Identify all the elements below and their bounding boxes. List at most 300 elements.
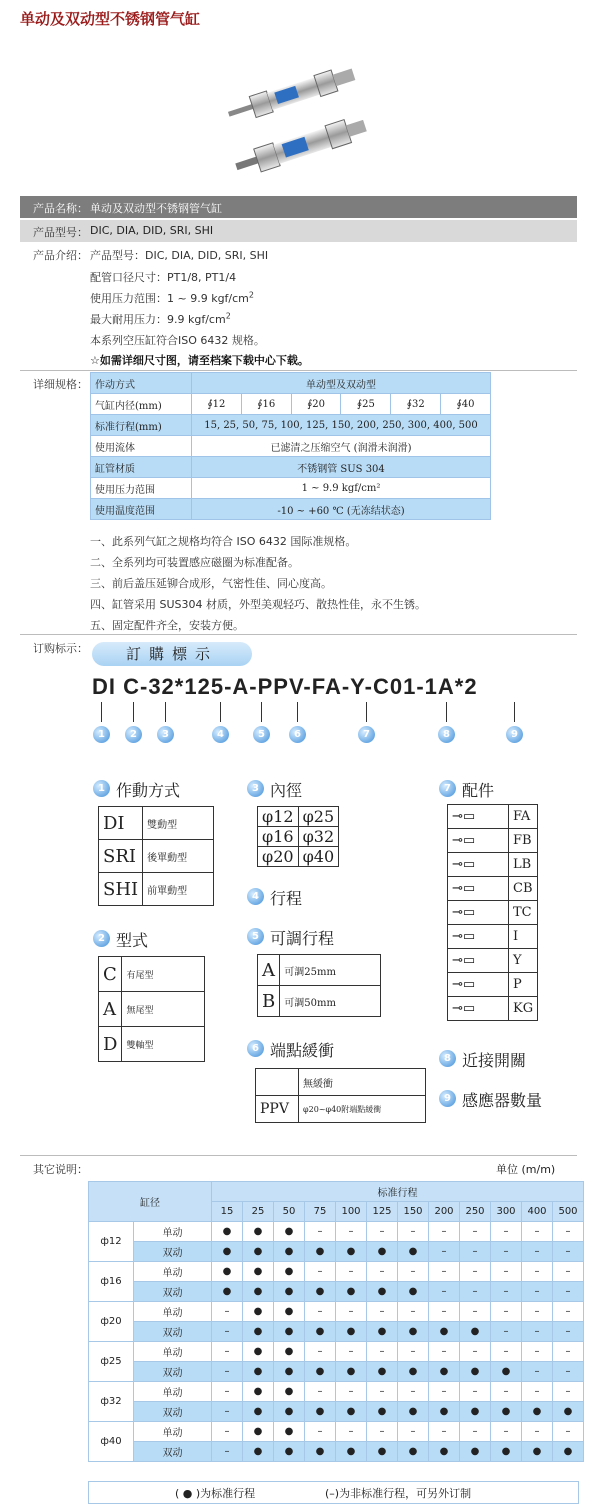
divider bbox=[20, 1155, 577, 1156]
other-label: 其它说明： bbox=[33, 1163, 88, 1176]
stroke-mark: ● bbox=[305, 1282, 336, 1302]
stroke-mark: ● bbox=[336, 1402, 367, 1422]
code-cell: DI bbox=[99, 807, 143, 840]
stroke-col-header: 125 bbox=[367, 1202, 398, 1222]
stroke-mark: ● bbox=[367, 1362, 398, 1382]
spec-key: 使用压力范围 bbox=[91, 478, 192, 499]
stroke-row bbox=[89, 1222, 584, 1242]
spec-key: 缸管材质 bbox=[91, 457, 192, 478]
stroke-mark: – bbox=[522, 1302, 553, 1322]
action-type-cell: 单动 bbox=[134, 1382, 212, 1402]
stroke-mark: ● bbox=[553, 1442, 584, 1462]
desc-cell: 無緩衝 bbox=[299, 1069, 426, 1096]
accessory-icon: ⊸▭ bbox=[448, 853, 509, 877]
accessory-icon: ⊸▭ bbox=[448, 949, 509, 973]
accessory-icon: ⊸▭ bbox=[448, 829, 509, 853]
stroke-mark: – bbox=[336, 1382, 367, 1402]
stroke-mark: – bbox=[522, 1322, 553, 1342]
note-line: 三、前后盖压延铆合成形，气密性佳、同心度高。 bbox=[90, 577, 332, 590]
product-name-value: 单动及双动型不锈钢管气缸 bbox=[90, 202, 222, 215]
stroke-mark: ● bbox=[243, 1302, 274, 1322]
stroke-mark: ● bbox=[274, 1342, 305, 1362]
stroke-mark: ● bbox=[398, 1282, 429, 1302]
spec-label: 详细规格： bbox=[33, 378, 88, 391]
code-cell: A bbox=[258, 955, 280, 986]
spec-key: 标准行程(mm) bbox=[91, 415, 192, 436]
bore-cell: ∮40 bbox=[441, 394, 491, 415]
stroke-mark: ● bbox=[367, 1322, 398, 1342]
stroke-row bbox=[89, 1442, 584, 1462]
stroke-mark: – bbox=[367, 1422, 398, 1442]
stroke-mark: – bbox=[491, 1422, 522, 1442]
stroke-mark: – bbox=[460, 1262, 491, 1282]
divider bbox=[20, 370, 577, 371]
stroke-row bbox=[89, 1322, 584, 1342]
stroke-mark: ● bbox=[429, 1322, 460, 1342]
stroke-mark: ● bbox=[429, 1402, 460, 1422]
stroke-mark: – bbox=[398, 1342, 429, 1362]
stroke-mark: – bbox=[429, 1302, 460, 1322]
bore-cell: ∮16 bbox=[241, 394, 291, 415]
stroke-mark: ● bbox=[243, 1442, 274, 1462]
spec-value: 不锈钢管 SUS 304 bbox=[192, 457, 491, 478]
stroke-mark: – bbox=[553, 1342, 584, 1362]
callout-number: 7 bbox=[358, 726, 375, 743]
intro-section bbox=[20, 247, 577, 367]
callout-number: 2 bbox=[125, 726, 142, 743]
callout-number: 3 bbox=[157, 726, 174, 743]
stroke-mark: ● bbox=[429, 1362, 460, 1382]
stroke-mark: – bbox=[553, 1222, 584, 1242]
stroke-mark: – bbox=[460, 1222, 491, 1242]
group-title: 內徑 bbox=[270, 781, 303, 800]
bore-cell: ∮12 bbox=[192, 394, 242, 415]
stroke-mark: – bbox=[522, 1422, 553, 1442]
product-model-label: 产品型号： bbox=[33, 226, 88, 239]
desc-cell: 雙軸型 bbox=[122, 1027, 205, 1062]
stroke-mark: ● bbox=[491, 1362, 522, 1382]
legend-standard: ( ● )为标准行程 bbox=[175, 1487, 256, 1500]
stroke-mark: ● bbox=[336, 1322, 367, 1342]
bore-table bbox=[257, 806, 339, 867]
callout-number: 9 bbox=[506, 726, 523, 743]
stroke-mark: – bbox=[336, 1342, 367, 1362]
bore-code: φ25 bbox=[298, 807, 339, 827]
action-type-cell: 双动 bbox=[134, 1442, 212, 1462]
stroke-mark: ● bbox=[274, 1302, 305, 1322]
stroke-row bbox=[89, 1362, 584, 1382]
group-title: 行程 bbox=[270, 889, 303, 908]
stroke-mark: ● bbox=[460, 1402, 491, 1422]
stroke-mark: – bbox=[491, 1222, 522, 1242]
stroke-row bbox=[89, 1302, 584, 1322]
stroke-mark: ● bbox=[212, 1222, 243, 1242]
stroke-availability-table bbox=[88, 1181, 584, 1462]
stroke-mark: ● bbox=[398, 1362, 429, 1382]
action-type-cell: 双动 bbox=[134, 1242, 212, 1262]
stroke-header: 标准行程 bbox=[212, 1182, 584, 1202]
stroke-mark: – bbox=[460, 1242, 491, 1262]
stroke-col-header: 100 bbox=[336, 1202, 367, 1222]
bore-cell: ф20 bbox=[89, 1302, 134, 1342]
spec-key: 气缸内径(mm) bbox=[91, 394, 192, 415]
accessory-icon: ⊸▭ bbox=[448, 877, 509, 901]
spec-value: 1 ~ 9.9 kgf/cm² bbox=[192, 478, 491, 499]
type-table bbox=[98, 956, 205, 1062]
accessory-code: FB bbox=[509, 829, 538, 853]
pointer-line bbox=[514, 702, 515, 722]
stroke-col-header: 150 bbox=[398, 1202, 429, 1222]
stroke-mark: ● bbox=[336, 1282, 367, 1302]
code-cell: SHI bbox=[99, 873, 143, 906]
spec-key: 使用温度范围 bbox=[91, 499, 192, 520]
spec-table bbox=[90, 372, 491, 520]
stroke-mark: ● bbox=[460, 1442, 491, 1462]
stroke-mark: – bbox=[212, 1302, 243, 1322]
action-type-cell: 单动 bbox=[134, 1422, 212, 1442]
stroke-row bbox=[89, 1402, 584, 1422]
stroke-mark: – bbox=[367, 1342, 398, 1362]
pointer-line bbox=[101, 702, 102, 722]
stroke-mark: ● bbox=[243, 1322, 274, 1342]
stroke-mark: – bbox=[336, 1302, 367, 1322]
stroke-col-header: 200 bbox=[429, 1202, 460, 1222]
accessory-code: Y bbox=[509, 949, 538, 973]
stroke-mark: ● bbox=[274, 1322, 305, 1342]
group-title: 作動方式 bbox=[116, 781, 181, 800]
stroke-mark: ● bbox=[212, 1242, 243, 1262]
stroke-mark: ● bbox=[553, 1402, 584, 1422]
spec-key: 使用流体 bbox=[91, 436, 192, 457]
stroke-row bbox=[89, 1382, 584, 1402]
stroke-mark: – bbox=[212, 1362, 243, 1382]
stroke-mark: – bbox=[429, 1422, 460, 1442]
accessory-icon: ⊸▭ bbox=[448, 805, 509, 829]
stroke-mark: – bbox=[491, 1382, 522, 1402]
product-model-row bbox=[20, 220, 577, 242]
stroke-mark: ● bbox=[274, 1362, 305, 1382]
order-code: DI C-32*125-A-PPV-FA-Y-C01-1A*2 bbox=[92, 674, 478, 699]
spec-value: 已滤清之压缩空气 (润滑未润滑) bbox=[192, 436, 491, 457]
stroke-mark: – bbox=[429, 1222, 460, 1242]
pointer-line bbox=[261, 702, 262, 722]
action-type-cell: 单动 bbox=[134, 1222, 212, 1242]
stroke-mark: – bbox=[460, 1282, 491, 1302]
product-name-row bbox=[20, 196, 577, 218]
stroke-mark: ● bbox=[305, 1322, 336, 1342]
callout-number: 5 bbox=[253, 726, 270, 743]
stroke-mark: ● bbox=[274, 1262, 305, 1282]
spec-value: 15, 25, 50, 75, 100, 125, 150, 200, 250, 300, 400, 500 bbox=[192, 415, 491, 436]
group-title: 感應器數量 bbox=[462, 1091, 543, 1110]
stroke-mark: – bbox=[491, 1242, 522, 1262]
product-name-label: 产品名称： bbox=[33, 202, 88, 215]
bore-cell: ф40 bbox=[89, 1422, 134, 1462]
desc-cell: 可調50mm bbox=[280, 986, 381, 1017]
bore-code: φ40 bbox=[298, 847, 339, 867]
stroke-mark: ● bbox=[274, 1442, 305, 1462]
callout-number: 4 bbox=[247, 888, 264, 905]
callout-number: 8 bbox=[438, 726, 455, 743]
note-line: 五、固定配件齐全，安装方便。 bbox=[90, 619, 244, 632]
spec-key: 作动方式 bbox=[91, 373, 192, 394]
stroke-mark: ● bbox=[243, 1242, 274, 1262]
stroke-mark: ● bbox=[274, 1382, 305, 1402]
bore-code: φ32 bbox=[298, 827, 339, 847]
stroke-col-header: 300 bbox=[491, 1202, 522, 1222]
stroke-mark: – bbox=[553, 1302, 584, 1322]
bore-code: φ16 bbox=[258, 827, 299, 847]
stroke-mark: ● bbox=[243, 1262, 274, 1282]
accessory-code: I bbox=[509, 925, 538, 949]
stroke-mark: ● bbox=[398, 1242, 429, 1262]
stroke-mark: ● bbox=[336, 1242, 367, 1262]
desc-cell: 可調25mm bbox=[280, 955, 381, 986]
code-cell: PPV bbox=[256, 1096, 299, 1123]
order-label: 订购标示： bbox=[33, 642, 88, 655]
stroke-mark: – bbox=[398, 1262, 429, 1282]
bore-header: 缸径 bbox=[89, 1182, 212, 1222]
desc-cell: 前單動型 bbox=[143, 873, 214, 906]
group-title: 型式 bbox=[116, 931, 149, 950]
stroke-row bbox=[89, 1422, 584, 1442]
stroke-col-header: 75 bbox=[305, 1202, 336, 1222]
stroke-mark: ● bbox=[522, 1402, 553, 1422]
bore-cell: ф16 bbox=[89, 1262, 134, 1302]
stroke-mark: – bbox=[305, 1382, 336, 1402]
accessory-code: CB bbox=[509, 877, 538, 901]
stroke-mark: – bbox=[553, 1262, 584, 1282]
stroke-mark: – bbox=[429, 1262, 460, 1282]
stroke-mark: – bbox=[305, 1342, 336, 1362]
stroke-mark: ● bbox=[243, 1342, 274, 1362]
spec-value: 单动型及双动型 bbox=[192, 373, 491, 394]
stroke-mark: ● bbox=[274, 1402, 305, 1422]
accessory-code: TC bbox=[509, 901, 538, 925]
desc-cell: φ20~φ40附端點緩衝 bbox=[299, 1096, 426, 1123]
bore-cell: ∮32 bbox=[391, 394, 441, 415]
stroke-mark: – bbox=[367, 1302, 398, 1322]
unit-label: 单位 (m/m) bbox=[496, 1163, 556, 1176]
pointer-line bbox=[165, 702, 166, 722]
stroke-mark: – bbox=[460, 1342, 491, 1362]
cushion-table bbox=[255, 1068, 426, 1123]
stroke-mark: – bbox=[460, 1302, 491, 1322]
desc-cell: 雙動型 bbox=[143, 807, 214, 840]
intro-line: 使用压力范围：1 ~ 9.9 kgf/$cm^2$ bbox=[90, 290, 254, 305]
intro-line: 产品型号：DIC, DIA, DID, SRI, SHI bbox=[90, 249, 269, 262]
stroke-mark: ● bbox=[243, 1222, 274, 1242]
action-type-cell: 双动 bbox=[134, 1282, 212, 1302]
stroke-mark: – bbox=[460, 1382, 491, 1402]
intro-line: 本系列空压缸符合ISO 6432 规格。 bbox=[90, 334, 265, 347]
callout-number: 4 bbox=[212, 726, 229, 743]
stroke-mark: – bbox=[522, 1262, 553, 1282]
code-cell: B bbox=[258, 986, 280, 1017]
group-title: 端點緩衝 bbox=[270, 1041, 335, 1060]
stroke-mark: – bbox=[367, 1222, 398, 1242]
stroke-mark: – bbox=[398, 1422, 429, 1442]
stroke-mark: – bbox=[491, 1342, 522, 1362]
stroke-mark: – bbox=[305, 1302, 336, 1322]
code-cell: C bbox=[99, 957, 122, 992]
callout-number: 2 bbox=[93, 930, 110, 947]
stroke-mark: ● bbox=[305, 1362, 336, 1382]
note-line: 一、此系列气缸之规格均符合 ISO 6432 国际准规格。 bbox=[90, 535, 357, 548]
action-type-cell: 单动 bbox=[134, 1262, 212, 1282]
pointer-line bbox=[133, 702, 134, 722]
intro-line: 配管口径尺寸：PT1/8, PT1/4 bbox=[90, 271, 237, 284]
bore-code: φ20 bbox=[258, 847, 299, 867]
stroke-mark: – bbox=[522, 1382, 553, 1402]
stroke-mark: – bbox=[522, 1342, 553, 1362]
stroke-col-header: 25 bbox=[243, 1202, 274, 1222]
stroke-mark: – bbox=[305, 1262, 336, 1282]
stroke-mark: – bbox=[212, 1322, 243, 1342]
stroke-mark: ● bbox=[398, 1322, 429, 1342]
product-model-value: DIC, DIA, DID, SRI, SHI bbox=[90, 224, 214, 237]
pointer-line bbox=[446, 702, 447, 722]
accessory-icon: ⊸▭ bbox=[448, 973, 509, 997]
stroke-mark: ● bbox=[367, 1402, 398, 1422]
stroke-mark: – bbox=[429, 1342, 460, 1362]
stroke-mark: – bbox=[212, 1422, 243, 1442]
stroke-mark: – bbox=[336, 1422, 367, 1442]
stroke-mark: – bbox=[305, 1422, 336, 1442]
action-type-cell: 单动 bbox=[134, 1342, 212, 1362]
intro-line: 最大耐用压力：9.9 kgf/$cm^2$ bbox=[90, 311, 231, 326]
stroke-mark: ● bbox=[398, 1442, 429, 1462]
stroke-mark: – bbox=[429, 1282, 460, 1302]
stroke-mark: ● bbox=[212, 1262, 243, 1282]
operation-mode-table bbox=[98, 806, 214, 906]
stroke-mark: – bbox=[553, 1282, 584, 1302]
group-title: 可調行程 bbox=[270, 929, 335, 948]
stroke-mark: – bbox=[429, 1242, 460, 1262]
order-title-pill: 訂購標示 bbox=[92, 642, 252, 666]
stroke-mark: ● bbox=[398, 1402, 429, 1422]
stroke-row bbox=[89, 1342, 584, 1362]
stroke-col-header: 15 bbox=[212, 1202, 243, 1222]
stroke-mark: ● bbox=[243, 1402, 274, 1422]
stroke-mark: ● bbox=[336, 1362, 367, 1382]
stroke-mark: – bbox=[460, 1422, 491, 1442]
pointer-line bbox=[366, 702, 367, 722]
code-cell: SRI bbox=[99, 840, 143, 873]
stroke-mark: – bbox=[522, 1362, 553, 1382]
stroke-mark: – bbox=[212, 1402, 243, 1422]
stroke-mark: – bbox=[553, 1422, 584, 1442]
stroke-mark: – bbox=[398, 1382, 429, 1402]
accessory-code: P bbox=[509, 973, 538, 997]
accessory-table bbox=[447, 804, 538, 1021]
stroke-mark: ● bbox=[460, 1362, 491, 1382]
stroke-mark: ● bbox=[243, 1282, 274, 1302]
stroke-mark: – bbox=[212, 1382, 243, 1402]
bore-cell: ф25 bbox=[89, 1342, 134, 1382]
stroke-mark: – bbox=[522, 1282, 553, 1302]
stroke-col-header: 500 bbox=[553, 1202, 584, 1222]
stroke-row bbox=[89, 1262, 584, 1282]
stroke-mark: – bbox=[553, 1242, 584, 1262]
bore-cell: ∮25 bbox=[341, 394, 391, 415]
stroke-mark: – bbox=[212, 1342, 243, 1362]
stroke-mark: – bbox=[491, 1322, 522, 1342]
pointer-line bbox=[297, 702, 298, 722]
spec-value: -10 ~ +60 ℃ (无冻结状态) bbox=[192, 499, 491, 520]
cylinder-product-image bbox=[215, 45, 380, 180]
accessory-icon: ⊸▭ bbox=[448, 925, 509, 949]
code-cell: A bbox=[99, 992, 122, 1027]
stroke-mark: – bbox=[336, 1222, 367, 1242]
divider bbox=[20, 634, 577, 635]
stroke-mark: ● bbox=[305, 1242, 336, 1262]
stroke-mark: ● bbox=[460, 1322, 491, 1342]
accessory-code: KG bbox=[509, 997, 538, 1021]
download-note: ☆如需详细尺寸图，请至档案下载中心下载。 bbox=[90, 354, 309, 367]
callout-number: 7 bbox=[439, 780, 456, 797]
stroke-mark: ● bbox=[522, 1442, 553, 1462]
stroke-mark: – bbox=[336, 1262, 367, 1282]
callout-number: 3 bbox=[247, 780, 264, 797]
code-cell: D bbox=[99, 1027, 122, 1062]
accessory-icon: ⊸▭ bbox=[448, 997, 509, 1021]
stroke-mark: – bbox=[491, 1302, 522, 1322]
group-title: 配件 bbox=[462, 781, 495, 800]
stroke-mark: ● bbox=[243, 1382, 274, 1402]
stroke-mark: – bbox=[553, 1382, 584, 1402]
pointer-line bbox=[220, 702, 221, 722]
stroke-mark: ● bbox=[243, 1422, 274, 1442]
callout-number: 1 bbox=[93, 780, 110, 797]
group-title: 近接開關 bbox=[462, 1051, 527, 1070]
stroke-mark: ● bbox=[274, 1422, 305, 1442]
page-title: 单动及双动型不锈钢管气缸 bbox=[20, 10, 201, 28]
stroke-mark: ● bbox=[212, 1282, 243, 1302]
stroke-mark: ● bbox=[274, 1222, 305, 1242]
stroke-row bbox=[89, 1242, 584, 1262]
stroke-mark: – bbox=[491, 1282, 522, 1302]
stroke-mark: – bbox=[367, 1382, 398, 1402]
stroke-col-header: 50 bbox=[274, 1202, 305, 1222]
stroke-mark: ● bbox=[243, 1362, 274, 1382]
stroke-mark: – bbox=[398, 1302, 429, 1322]
stroke-mark: – bbox=[522, 1222, 553, 1242]
desc-cell: 後單動型 bbox=[143, 840, 214, 873]
stroke-mark: – bbox=[553, 1322, 584, 1342]
action-type-cell: 单动 bbox=[134, 1302, 212, 1322]
note-line: 二、全系列均可装置感应磁圈为标准配备。 bbox=[90, 556, 299, 569]
stroke-mark: – bbox=[522, 1242, 553, 1262]
stroke-mark: ● bbox=[336, 1442, 367, 1462]
stroke-mark: – bbox=[398, 1222, 429, 1242]
stroke-mark: ● bbox=[305, 1442, 336, 1462]
stroke-mark: ● bbox=[305, 1402, 336, 1422]
stroke-mark: ● bbox=[491, 1402, 522, 1422]
callout-number: 6 bbox=[289, 726, 306, 743]
legend-nonstandard: (–)为非标准行程，可另外订制 bbox=[325, 1487, 472, 1500]
stroke-col-header: 250 bbox=[460, 1202, 491, 1222]
callout-number: 5 bbox=[247, 928, 264, 945]
bore-code: φ12 bbox=[258, 807, 299, 827]
action-type-cell: 双动 bbox=[134, 1322, 212, 1342]
adjustable-stroke-table bbox=[257, 954, 381, 1017]
callout-number: 8 bbox=[439, 1050, 456, 1067]
accessory-icon: ⊸▭ bbox=[448, 901, 509, 925]
legend-row bbox=[88, 1481, 579, 1504]
stroke-mark: ● bbox=[274, 1282, 305, 1302]
accessory-code: LB bbox=[509, 853, 538, 877]
